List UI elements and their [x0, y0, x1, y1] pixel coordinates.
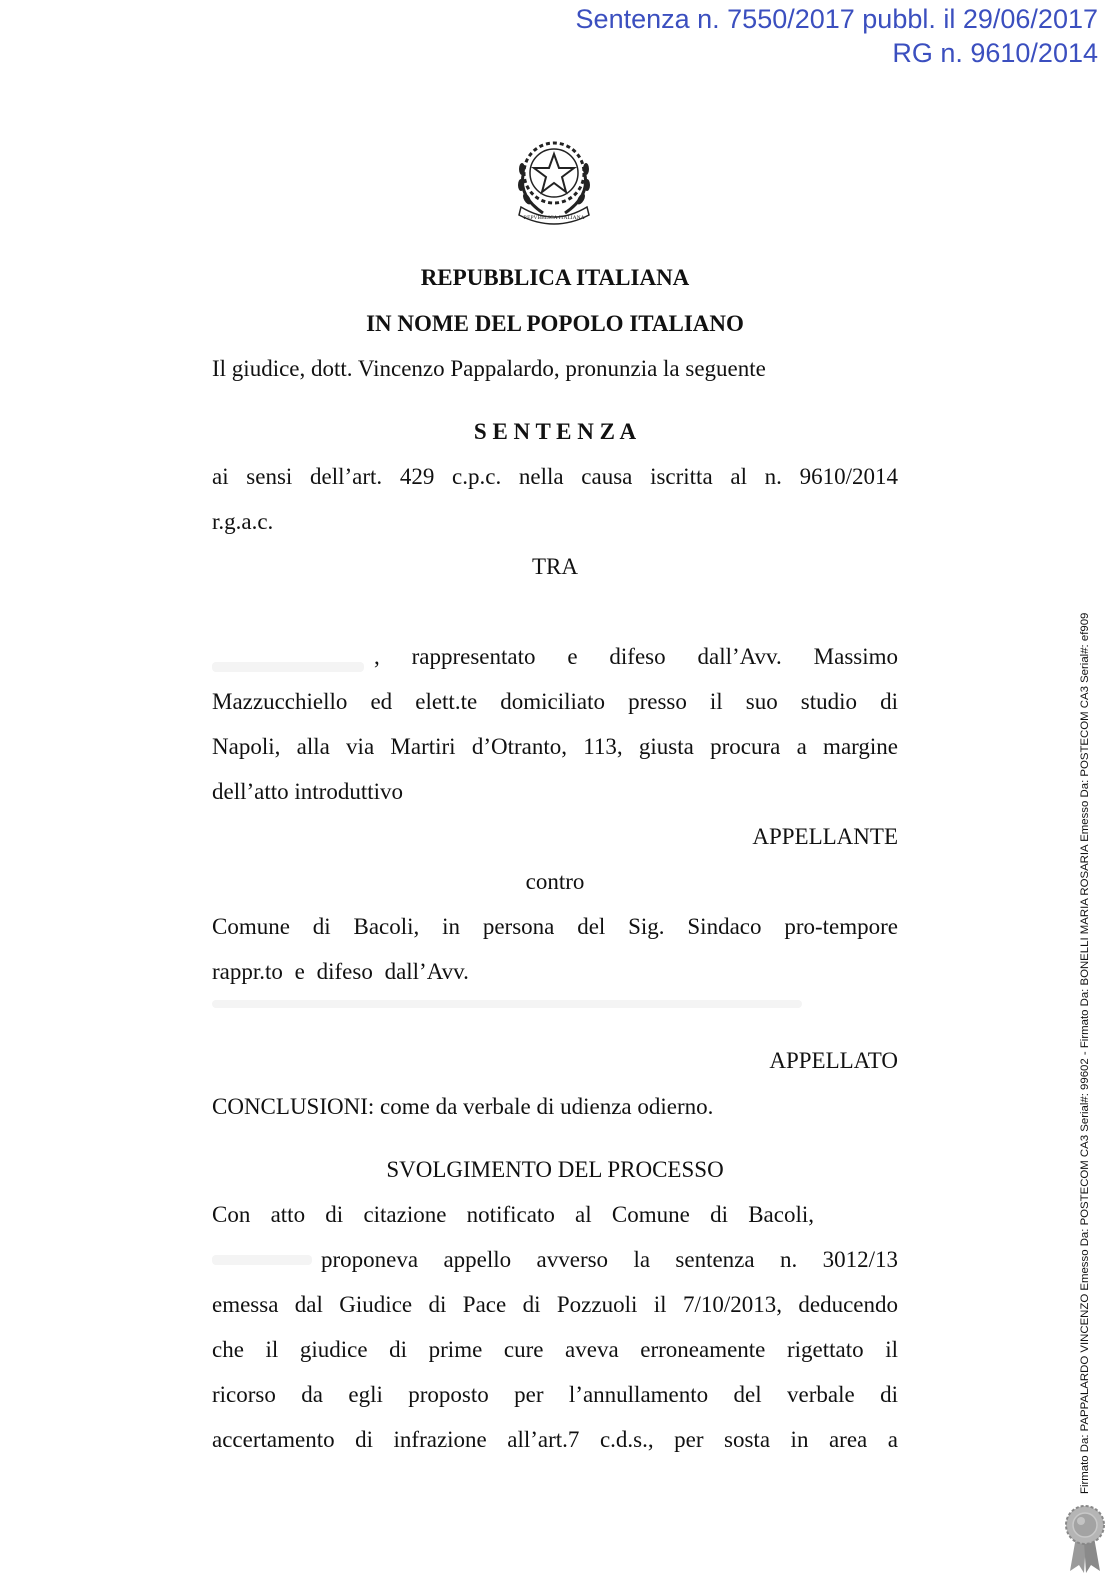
paragraph-line1: Con atto di citazione notificato al Comune di Bacoli, [212, 1202, 814, 1227]
appellant-line3: Napoli, alla via Martiri d’Otranto, 113, giusta procura a margine [212, 734, 898, 759]
appellee-line1: Comune di Bacoli, in persona del Sig. Sindaco pro-tempore [212, 914, 898, 939]
tra-heading: TRA [532, 554, 578, 579]
svg-text:REPVBBLICA ITALIANA: REPVBBLICA ITALIANA [523, 215, 585, 221]
italian-republic-emblem-icon [513, 135, 595, 225]
intro-line: Il giudice, dott. Vincenzo Pappalardo, pronunzia la seguente [212, 356, 766, 381]
digital-signature-note: Firmato Da: PAPPALARDO VINCENZO Emesso Da: POSTECOM CA3 Serial#: 99602 - Firmato Da: BONELLI MARIA ROSARIA Emesso Da: POSTECOM CA3 Serial#: ef909 [1079, 612, 1091, 1494]
sentenza-heading: S E N T E N Z A [473, 419, 637, 444]
redacted-party [212, 1255, 312, 1265]
paragraph-line2: proponeva appello avverso la sentenza n. 3012/13 [321, 1247, 898, 1272]
paragraph-line3: emessa dal Giudice di Pace di Pozzuoli il 7/10/2013, deducendo [212, 1292, 898, 1317]
sentence-reference: Sentenza n. 7550/2017 pubbl. il 29/06/2017 [575, 4, 1098, 34]
paragraph-line4: che il giudice di prime cure aveva erroneamente rigettato il [212, 1337, 898, 1362]
svolgimento-heading: SVOLGIMENTO DEL PROCESSO [386, 1157, 724, 1182]
appellee-line2: rappr.to e difeso dall’Avv. [212, 959, 469, 984]
title-republic: REPUBBLICA ITALIANA [420, 265, 690, 290]
appellante-label: APPELLANTE [752, 824, 898, 849]
conclusioni-line: CONCLUSIONI: come da verbale di udienza odierno. [212, 1094, 714, 1119]
rg-reference: RG n. 9610/2014 [892, 38, 1098, 68]
appellant-line2: Mazzucchiello ed elett.te domiciliato presso il suo studio di [212, 689, 898, 714]
case-ref-line2: r.g.a.c. [212, 509, 274, 534]
document-header [576, 2, 1098, 70]
appellant-line1: , rappresentato e difeso dall’Avv. Massimo [374, 644, 898, 669]
paragraph-line6: accertamento di infrazione all’art.7 c.d.s., per sosta in area a [212, 1427, 898, 1452]
redacted-name [212, 662, 364, 672]
redacted-lawyer [212, 1000, 802, 1008]
contro-heading: contro [525, 869, 585, 894]
case-ref-line1: ai sensi dell’art. 429 c.p.c. nella causa iscritta al n. 9610/2014 [212, 464, 898, 489]
appellant-line4: dell’atto introduttivo [212, 779, 403, 804]
certification-seal-icon [1064, 1503, 1106, 1573]
appellato-label: APPELLATO [769, 1048, 898, 1073]
title-people: IN NOME DEL POPOLO ITALIANO [366, 311, 744, 336]
paragraph-line5: ricorso da egli proposto per l’annullamento del verbale di [212, 1382, 898, 1407]
